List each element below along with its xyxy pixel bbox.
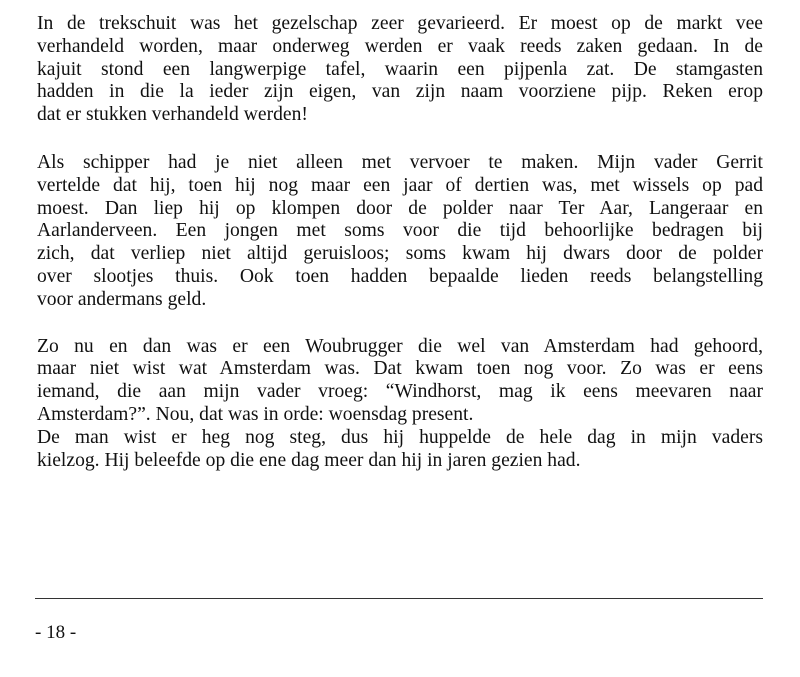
footer-rule [35, 598, 763, 599]
page-number: - 18 - [35, 622, 77, 643]
text-line: In de trekschuit was het gezelschap zeer gevarieerd. Er moest op de markt vee [37, 13, 763, 34]
page-body [37, 13, 763, 472]
text-line: Zo nu en dan was er een Woubrugger die wel van Amsterdam had gehoord, [37, 335, 763, 357]
text-line: Amsterdam?”. Nou, dat was in orde: woensdag present. [37, 403, 474, 425]
paragraph-spacer [37, 312, 763, 336]
paragraph-2 [37, 152, 763, 312]
text-line: kielzog. Hij beleefde op die ene dag meer dan hij in jaren gezien had. [37, 449, 581, 471]
text-line: kajuit stond een langwerpige tafel, waarin een pijpenla zat. De stamgasten [37, 58, 763, 80]
text-line: moest. Dan liep hij op klompen door de polder naar Ter Aar, Langeraar en [37, 197, 763, 219]
text-line: Aarlanderveen. Een jongen met soms voor die tijd behoorlijke bedragen bij [37, 220, 763, 242]
text-line: over slootjes thuis. Ook toen hadden bepaalde lieden reeds belangstelling [37, 265, 763, 287]
text-line: iemand, die aan mijn vader vroeg: “Windhorst, mag ik eens meevaren naar [37, 381, 763, 403]
text-line: De man wist er heg nog steg, dus hij huppelde de hele dag in mijn vaders [37, 426, 763, 448]
text-line: dat er stukken verhandeld werden! [37, 104, 308, 126]
text-line: verhandeld worden, maar onderweg werden er vaak reeds zaken gedaan. In de [37, 35, 763, 57]
text-line: zich, dat verliep niet altijd geruisloos; soms kwam hij dwars door de polder [37, 243, 763, 265]
text-line: voor andermans geld. [37, 288, 207, 310]
text-line: maar niet wist wat Amsterdam was. Dat kwam toen nog voor. Zo was er eens [37, 358, 763, 380]
paragraph-1 [37, 13, 763, 127]
paragraph-3 [37, 336, 763, 473]
text-line: vertelde dat hij, toen hij nog maar een jaar of dertien was, met wissels op pad [37, 174, 763, 196]
text-line: hadden in die la ieder zijn eigen, van zijn naam voorziene pijp. Reken erop [37, 81, 763, 103]
paragraph-spacer [37, 127, 763, 152]
text-line: Als schipper had je niet alleen met vervoer te maken. Mijn vader Gerrit [37, 151, 763, 173]
